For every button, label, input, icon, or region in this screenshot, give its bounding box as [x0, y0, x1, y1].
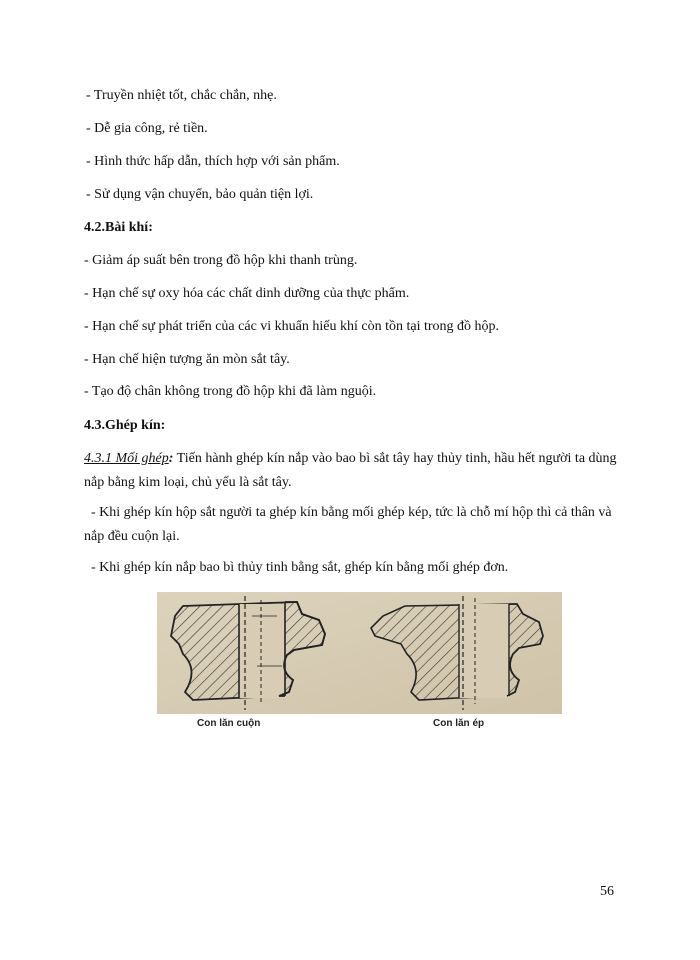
roller-figure	[157, 592, 562, 714]
list-item: - Hạn chế sự phát triển của các vi khuẩn hiếu khí còn tồn tại trong đồ hộp.	[84, 319, 500, 334]
list-item: - Hạn chế hiện tượng ăn mòn sắt tây.	[84, 352, 290, 367]
paragraph: - Khi ghép kín hộp sắt người ta ghép kín bằng mối ghép kép, tức là chỗ mí hộp thì cả thân và nắp đều cuộn lại.	[84, 505, 616, 544]
paragraph: - Khi ghép kín nắp bao bì thủy tinh bằng sắt, ghép kín bằng mối ghép đơn.	[84, 560, 509, 575]
sub-heading-colon: :	[168, 451, 174, 466]
section-heading: 4.2.Bài khí:	[84, 220, 153, 235]
list-item: - Hình thức hấp dẫn, thích hợp với sản phẩm.	[86, 154, 340, 169]
list-item: - Dễ gia công, rẻ tiền.	[86, 121, 208, 136]
list-item: - Truyền nhiệt tốt, chắc chắn, nhẹ.	[86, 88, 277, 103]
roller-illustration	[157, 592, 562, 714]
list-item: - Giảm áp suất bên trong đồ hộp khi thanh trùng.	[84, 253, 358, 268]
page-number: 56	[600, 884, 614, 899]
paragraph-text: Tiến hành ghép kín nắp vào bao bì sắt tây hay thủy tinh, hầu hết người ta dùng nắp bằng kim loại, chủ yếu là sắt tây.	[84, 451, 617, 490]
figure-caption-right: Con lăn ép	[433, 718, 485, 729]
sub-heading: 4.3.1 Mối ghép	[84, 451, 169, 466]
paragraph	[84, 447, 624, 495]
list-item: - Tạo độ chân không trong đồ hộp khi đã làm nguội.	[84, 384, 377, 399]
section-heading: 4.3.Ghép kín:	[84, 418, 166, 433]
figure-caption-left: Con lăn cuộn	[197, 718, 261, 729]
list-item: - Hạn chế sự oxy hóa các chất dinh dưỡng của thực phẩm.	[84, 286, 410, 301]
list-item: - Sử dụng vận chuyển, bảo quản tiện lợi.	[86, 187, 314, 202]
